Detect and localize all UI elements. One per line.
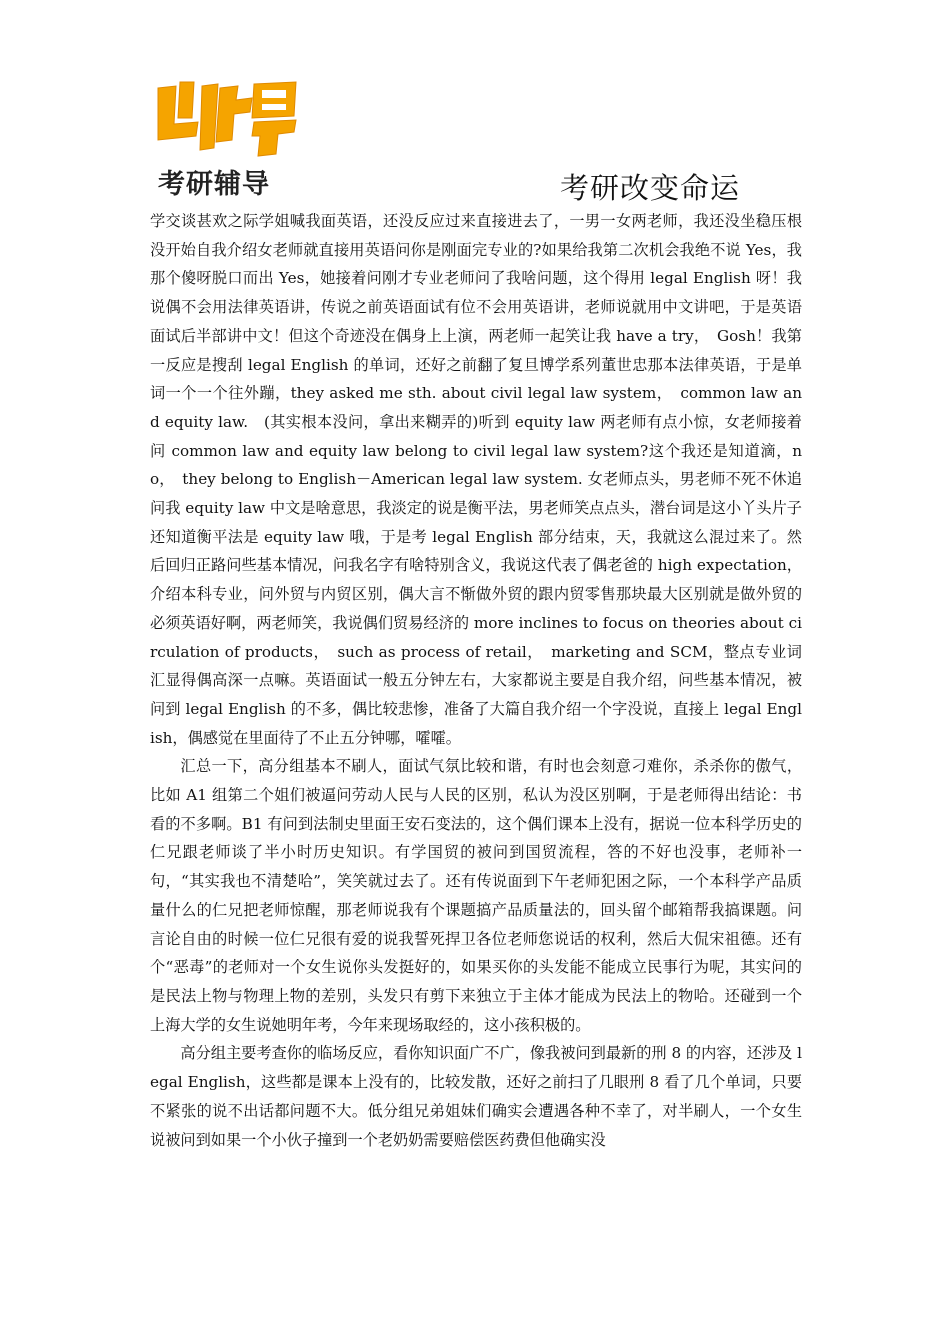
page-header bbox=[0, 0, 950, 210]
logo-subtitle: 考研辅导 bbox=[158, 169, 270, 200]
paragraph: 学交谈甚欢之际学姐喊我面英语，还没反应过来直接进去了，一男一女两老师，我还没坐稳压根没开始自我介绍女老师就直接用英语问你是刚面完专业的?如果给我第二次机会我绝不说 Yes，我那个傻呀脱口而出 Yes，她接着问刚才专业老师问了我啥问题，这个得用 legal English 呀！我说偶不会用法律英语讲，传说之前英语面试有位不会用英语讲，老师说就用中文讲吧，于是英语面试后半部讲中文！但这个奇迹没在偶身上上演，两老师一起笑让我 have a try， Gosh！我第一反应是搜刮 legal English 的单词，还好之前翻了复旦博学系列董世忠那本法律英语，于是单词一个一个往外蹦，they asked me sth. about civil legal law system， common law and equity law. (其实根本没问，拿出来糊弄的)听到 equity law 两老师有点小惊，女老师接着问 common law and equity law belong to civil legal law system?这个我还是知道滴，no， they belong to English－American legal law system. 女老师点头，男老师不死不休追问我 equity law 中文是啥意思，我淡定的说是衡平法，男老师笑点点头，潜台词是这小丫头片子还知道衡平法是 equity law 哦，于是考 legal English 部分结束，天，我就这么混过来了。然后回归正路问些基本情况，问我名字有啥特别含义，我说这代表了偶老爸的 high expectation，介绍本科专业，问外贸与内贸区别，偶大言不惭做外贸的跟内贸零售那块最大区别就是做外贸的必须英语好啊，两老师笑，我说偶们贸易经济的 more inclines to focus on theories about circulation of products， such as process of retail， marketing and SCM，整点专业词汇显得偶高深一点嘛。英语面试一般五分钟左右，大家都说主要是自我介绍，问些基本情况，被问到 legal English 的不多，偶比较悲惨，准备了大篇自我介绍一个字没说，直接上 legal English，偶感觉在里面待了不止五分钟哪，嚯嚯。 bbox=[150, 212, 802, 747]
brand-logo bbox=[150, 78, 302, 198]
article-body bbox=[150, 207, 802, 1154]
header-slogan: 考研改变命运 bbox=[560, 171, 741, 205]
brand-logo-mark-icon bbox=[154, 78, 300, 158]
paragraph: 高分组主要考查你的临场反应，看你知识面广不广，像我被问到最新的刑 8 的内容，还涉及 legal English，这些都是课本上没有的，比较发散，还好之前扫了几眼刑 8 看了几个单词，只要不紧张的说不出话都问题不大。低分组兄弟姐妹们确实会遭遇各种不幸了，对半刷人，一个女生说被问到如果一个小伙子撞到一个老奶奶需要赔偿医药费但他确实没 bbox=[150, 1044, 802, 1149]
paragraph: 汇总一下，高分组基本不刷人，面试气氛比较和谐，有时也会刻意刁难你，杀杀你的傲气，比如 A1 组第二个姐们被逼问劳动人民与人民的区别，私认为没区别啊，于是老师得出结论：书看的不多啊。B1 有问到法制史里面王安石变法的，这个偶们课本上没有，据说一位本科学历史的仁兄跟老师谈了半小时历史知识。有学国贸的被问到国贸流程，答的不好也没事，老师补一句，“其实我也不清楚哈”，笑笑就过去了。还有传说面到下午老师犯困之际，一个本科学产品质量什么的仁兄把老师惊醒，那老师说我有个课题搞产品质量法的，回头留个邮箱帮我搞课题。问言论自由的时候一位仁兄很有爱的说我誓死捍卫各位老师您说话的权利，然后大侃宋祖德。还有个“恶毒”的老师对一个女生说你头发挺好的，如果买你的头发能不能成立民事行为呢，其实问的是民法上物与物理上物的差别，头发只有剪下来独立于主体才能成为民法上的物哈。还碰到一个上海大学的女生说她明年考，今年来现场取经的，这小孩积极的。 bbox=[150, 757, 802, 1034]
